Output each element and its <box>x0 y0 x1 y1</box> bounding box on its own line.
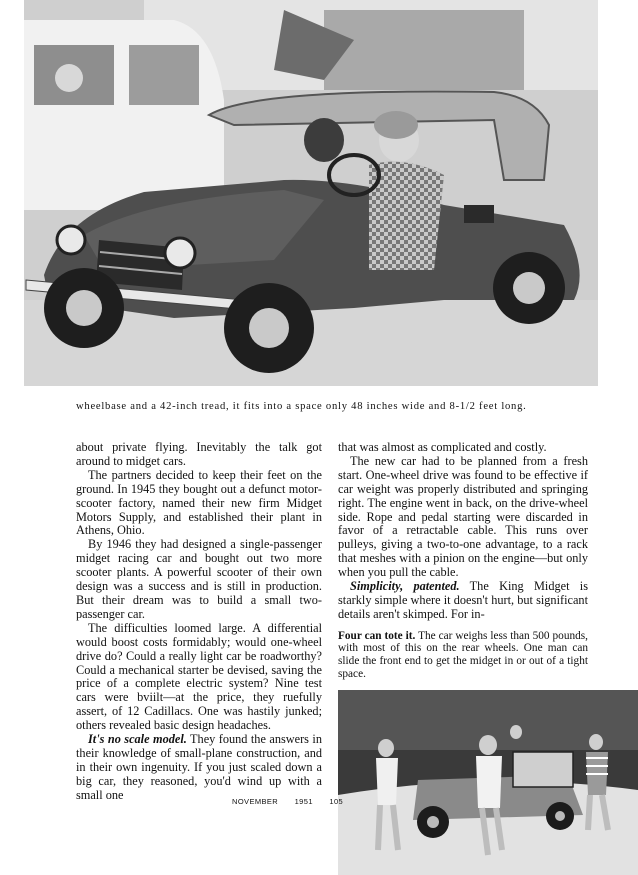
bottom-photo-caption-text: The car weighs less than 500 pounds, with most of this on the rear wheels. One man can slide the front end to get the midget in or out of a tight space. <box>338 629 588 680</box>
right-paragraph-3-text: The King Midget is starkly simple where it doesn't hurt, but significant details aren't skimped. For in- <box>338 579 588 621</box>
left-text-column <box>76 441 322 803</box>
right-paragraph-3 <box>338 580 588 622</box>
right-text-column <box>338 441 588 680</box>
right-paragraph-2: The new car had to be planned from a fresh start. One-wheel drive was found to be effective if car weight was properly distributed and springing right. The engine went in back, on the drive-wheel side. Rope and pedal starting were discarded in favor of a retractable cable. This runs over pulleys, giving a two-to-one advantage, to a rack that meshes with a pinion on the engine—but only when you pull the cable. <box>338 453 588 580</box>
top-photo-midget-car <box>24 0 598 386</box>
footer-year: 1951 <box>294 797 313 806</box>
left-paragraph-3: By 1946 they had designed a single-passenger midget racing car and bought out two more scooter plants. A powerful scooter of their own design was a success and is still in production. But their dream was to build a small two-passenger car. <box>76 537 322 621</box>
footer-month: NOVEMBER <box>232 797 279 806</box>
page-footer <box>232 797 344 806</box>
left-paragraph-4: The difficulties loomed large. A differential would boost costs formidably; would one-wheel drive do? Could a really light car be roadworthy? Could a mechanical starter be devised, saving the price of a complete electric system? Nine test cars were bviilt—at the price, they ruefully assert, of 12 Cadillacs. One was hastily junked; others revealed basic design headaches. <box>76 620 322 733</box>
bottom-photo-caption <box>338 630 588 680</box>
top-photo-caption: wheelbase and a 42-inch tread, it fits into a space only 48 inches wide and 8-1/2 feet long. <box>76 401 527 412</box>
section-heading-no-scale-model: It's no scale model. <box>88 732 187 747</box>
bottom-photo-four-carry-car <box>338 690 638 875</box>
left-paragraph-5-text: They found the answers in their knowledge of small-plane construction, and in their own ingenuity. If you just scaled down a big car, they reasoned, you'd wind up with a small one <box>76 732 322 802</box>
caption-heading-four-can-tote-it: Four can tote it. <box>338 629 416 642</box>
left-paragraph-1: about private flying. Inevitably the talk got around to midget cars. <box>76 440 322 468</box>
left-paragraph-2: The partners decided to keep their feet on the ground. In 1945 they bought out a defunct motor-scooter factory, named their new firm Midget Motors Supply, and established their plant in Athens, Ohio. <box>76 467 322 538</box>
left-paragraph-5 <box>76 733 322 803</box>
section-heading-simplicity-patented: Simplicity, patented. <box>350 579 460 594</box>
footer-page-number: 105 <box>329 797 344 806</box>
top-photo-graphic <box>24 0 598 386</box>
bottom-photo-graphic <box>338 690 638 875</box>
right-paragraph-1: that was almost as complicated and costly. <box>338 440 547 454</box>
